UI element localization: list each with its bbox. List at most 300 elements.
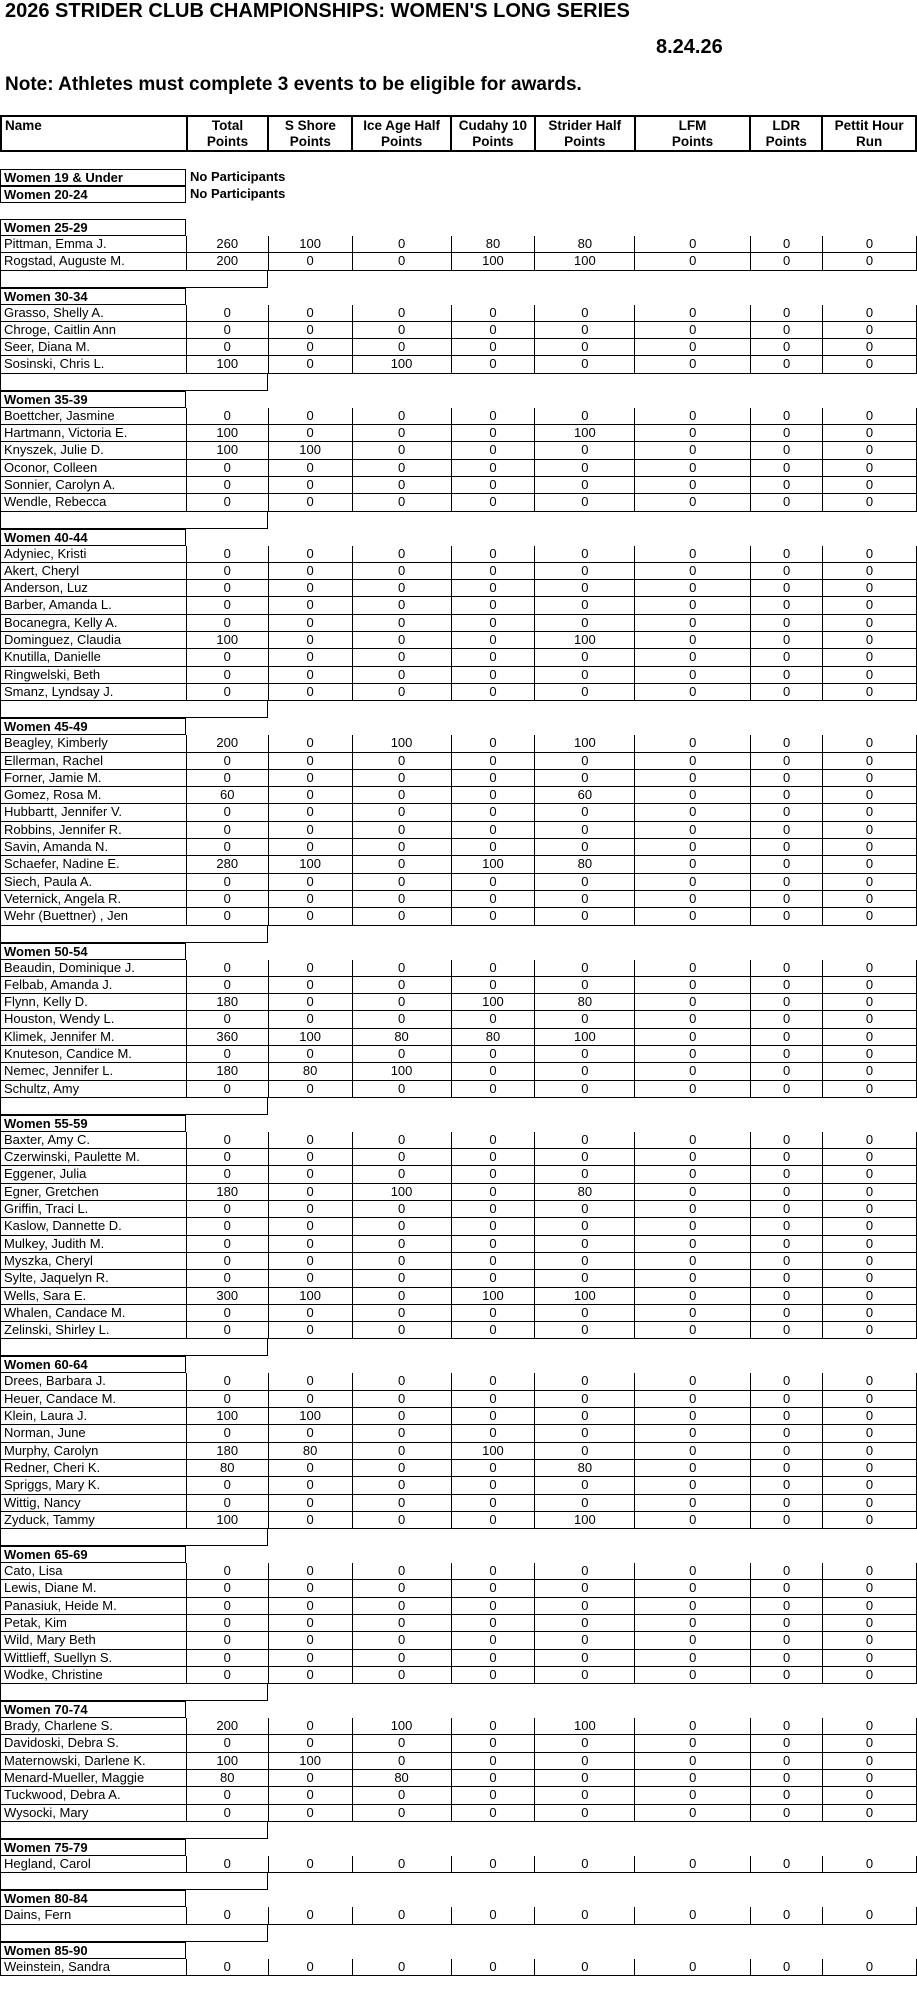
cell-s-shore-points: 0: [269, 1632, 353, 1648]
cell-strider-half-points: 0: [535, 1253, 635, 1269]
table-row: [0, 1373, 917, 1390]
cell-total-points: 0: [187, 1477, 269, 1493]
cell-cudahy-10-points: 100: [452, 994, 536, 1010]
cell-cudahy-10-points: 100: [452, 253, 536, 269]
cell-total-points: 0: [187, 1305, 269, 1321]
cell-ldr-points: 0: [751, 1373, 823, 1389]
cell-pettit-hour-run: 0: [823, 1907, 917, 1923]
column-header-sublabel: Points: [671, 134, 714, 149]
athlete-name: Akert, Cheryl: [1, 563, 187, 579]
cell-s-shore-points: 0: [269, 787, 353, 803]
table-row: [0, 1149, 917, 1166]
age-group-section: [0, 271, 917, 374]
cell-s-shore-points: 0: [269, 1718, 353, 1734]
age-group-section: [0, 1822, 917, 1873]
cell-s-shore-points: 0: [269, 649, 353, 665]
table-row: [0, 977, 917, 994]
age-group-header: Women 65-69: [0, 1546, 186, 1563]
cell-pettit-hour-run: 0: [823, 1132, 917, 1148]
cell-lfm-points: 0: [635, 1563, 751, 1579]
cell-ldr-points: 0: [751, 1735, 823, 1751]
cell-lfm-points: 0: [635, 1373, 751, 1389]
athlete-name: Zyduck, Tammy: [1, 1512, 187, 1528]
cell-total-points: 360: [187, 1029, 269, 1045]
cell-lfm-points: 0: [635, 1253, 751, 1269]
cell-cudahy-10-points: 0: [452, 632, 536, 648]
cell-cudahy-10-points: 0: [452, 1460, 536, 1476]
cell-lfm-points: 0: [635, 632, 751, 648]
cell-cudahy-10-points: 0: [452, 804, 536, 820]
cell-pettit-hour-run: 0: [823, 1149, 917, 1165]
cell-ldr-points: 0: [751, 856, 823, 872]
cell-ldr-points: 0: [751, 1718, 823, 1734]
cell-total-points: 80: [187, 1770, 269, 1786]
cell-lfm-points: 0: [635, 1598, 751, 1614]
cell-lfm-points: 0: [635, 1718, 751, 1734]
athlete-name: Robbins, Jennifer R.: [1, 822, 187, 838]
cell-ldr-points: 0: [751, 442, 823, 458]
cell-ldr-points: 0: [751, 322, 823, 338]
age-group-header: Women 70-74: [0, 1701, 186, 1718]
cell-ice-age-half-points: 0: [353, 322, 452, 338]
cell-pettit-hour-run: 0: [823, 977, 917, 993]
cell-strider-half-points: 0: [535, 1650, 635, 1666]
cell-ldr-points: 0: [751, 236, 823, 252]
cell-pettit-hour-run: 0: [823, 615, 917, 631]
cell-ice-age-half-points: 0: [353, 684, 452, 700]
cell-cudahy-10-points: 0: [452, 1667, 536, 1683]
cell-ldr-points: 0: [751, 339, 823, 355]
cell-lfm-points: 0: [635, 1408, 751, 1424]
cell-cudahy-10-points: 0: [452, 563, 536, 579]
cell-lfm-points: 0: [635, 580, 751, 596]
cell-cudahy-10-points: 0: [452, 1011, 536, 1027]
cell-ldr-points: 0: [751, 960, 823, 976]
cell-total-points: 200: [187, 735, 269, 751]
cell-cudahy-10-points: 0: [452, 1856, 536, 1872]
table-row: [0, 1477, 917, 1494]
cell-lfm-points: 0: [635, 649, 751, 665]
cell-ldr-points: 0: [751, 615, 823, 631]
cell-pettit-hour-run: 0: [823, 804, 917, 820]
cell-total-points: 0: [187, 770, 269, 786]
cell-cudahy-10-points: 0: [452, 1166, 536, 1182]
cell-pettit-hour-run: 0: [823, 1959, 917, 1975]
cell-s-shore-points: 0: [269, 1580, 353, 1596]
athlete-name: Ellerman, Rachel: [1, 753, 187, 769]
athlete-name: Sosinski, Chris L.: [1, 356, 187, 372]
cell-pettit-hour-run: 0: [823, 1391, 917, 1407]
cell-ice-age-half-points: 0: [353, 1735, 452, 1751]
cell-lfm-points: 0: [635, 1856, 751, 1872]
cell-ldr-points: 0: [751, 1477, 823, 1493]
table-row: [0, 1218, 917, 1235]
age-group-header: Women 25-29: [0, 219, 186, 236]
cell-lfm-points: 0: [635, 1236, 751, 1252]
cell-ldr-points: 0: [751, 1615, 823, 1631]
cell-lfm-points: 0: [635, 1787, 751, 1803]
column-header-label: LFM: [678, 118, 707, 133]
cell-ldr-points: 0: [751, 1495, 823, 1511]
column-header-sublabel: Points: [765, 134, 807, 149]
cell-ice-age-half-points: 0: [353, 1373, 452, 1389]
cell-total-points: 0: [187, 546, 269, 562]
athlete-name: Wells, Sara E.: [1, 1288, 187, 1304]
cell-ldr-points: 0: [751, 1270, 823, 1286]
cell-ice-age-half-points: 0: [353, 1907, 452, 1923]
cell-total-points: 0: [187, 1236, 269, 1252]
cell-s-shore-points: 0: [269, 891, 353, 907]
cell-cudahy-10-points: 0: [452, 1408, 536, 1424]
athlete-name: Oconor, Colleen: [1, 460, 187, 476]
table-row: [0, 1598, 917, 1615]
cell-cudahy-10-points: 0: [452, 1735, 536, 1751]
cell-cudahy-10-points: 0: [452, 1201, 536, 1217]
table-row: [0, 1856, 917, 1873]
cell-pettit-hour-run: 0: [823, 960, 917, 976]
cell-total-points: 0: [187, 1132, 269, 1148]
cell-cudahy-10-points: 0: [452, 891, 536, 907]
cell-total-points: 0: [187, 1787, 269, 1803]
athlete-name: Klein, Laura J.: [1, 1408, 187, 1424]
cell-total-points: 0: [187, 1201, 269, 1217]
cell-lfm-points: 0: [635, 994, 751, 1010]
table-row: [0, 408, 917, 425]
table-row: [0, 1735, 917, 1752]
age-group-section: [0, 1873, 917, 1924]
cell-cudahy-10-points: 0: [452, 839, 536, 855]
age-group-header: Women 30-34: [0, 288, 186, 305]
cell-ldr-points: 0: [751, 408, 823, 424]
cell-lfm-points: 0: [635, 1495, 751, 1511]
table-row: [0, 1632, 917, 1649]
cell-cudahy-10-points: 0: [452, 977, 536, 993]
cell-ldr-points: 0: [751, 891, 823, 907]
column-header-sublabel: Points: [206, 134, 249, 149]
table-row: [0, 356, 917, 373]
cell-lfm-points: 0: [635, 253, 751, 269]
cell-cudahy-10-points: 0: [452, 1959, 536, 1975]
athlete-name: Panasiuk, Heide M.: [1, 1598, 187, 1614]
table-row: [0, 960, 917, 977]
column-header-sublabel: Points: [380, 134, 423, 149]
cell-lfm-points: 0: [635, 477, 751, 493]
cell-ice-age-half-points: 0: [353, 1046, 452, 1062]
cell-ldr-points: 0: [751, 632, 823, 648]
cell-s-shore-points: 0: [269, 908, 353, 924]
cell-strider-half-points: 0: [535, 1408, 635, 1424]
cell-strider-half-points: 0: [535, 1149, 635, 1165]
cell-strider-half-points: 0: [535, 597, 635, 613]
cell-s-shore-points: 0: [269, 1270, 353, 1286]
cell-lfm-points: 0: [635, 1580, 751, 1596]
cell-total-points: 60: [187, 787, 269, 803]
cell-ldr-points: 0: [751, 1805, 823, 1821]
cell-total-points: 200: [187, 253, 269, 269]
cell-ice-age-half-points: 0: [353, 874, 452, 890]
cell-s-shore-points: 0: [269, 1149, 353, 1165]
cell-s-shore-points: 0: [269, 1495, 353, 1511]
athlete-name: Bocanegra, Kelly A.: [1, 615, 187, 631]
cell-s-shore-points: 0: [269, 1046, 353, 1062]
table-row: [0, 1770, 917, 1787]
cell-total-points: 0: [187, 615, 269, 631]
cell-ice-age-half-points: 0: [353, 632, 452, 648]
cell-lfm-points: 0: [635, 1166, 751, 1182]
cell-pettit-hour-run: 0: [823, 1425, 917, 1441]
age-group-section: [0, 926, 917, 1098]
cell-s-shore-points: 0: [269, 1184, 353, 1200]
cell-strider-half-points: 0: [535, 1218, 635, 1234]
cell-cudahy-10-points: 0: [452, 1373, 536, 1389]
cell-lfm-points: 0: [635, 667, 751, 683]
cell-pettit-hour-run: 0: [823, 1408, 917, 1424]
table-row: [0, 477, 917, 494]
cell-ldr-points: 0: [751, 494, 823, 510]
cell-total-points: 0: [187, 563, 269, 579]
cell-cudahy-10-points: 0: [452, 408, 536, 424]
athlete-name: Wittig, Nancy: [1, 1495, 187, 1511]
cell-strider-half-points: 100: [535, 425, 635, 441]
cell-ice-age-half-points: 80: [353, 1770, 452, 1786]
cell-lfm-points: 0: [635, 1477, 751, 1493]
cell-ldr-points: 0: [751, 356, 823, 372]
standings-body: [0, 169, 917, 1976]
cell-ice-age-half-points: 0: [353, 804, 452, 820]
table-row: [0, 1580, 917, 1597]
cell-total-points: 0: [187, 460, 269, 476]
cell-ice-age-half-points: 0: [353, 442, 452, 458]
cell-ldr-points: 0: [751, 735, 823, 751]
cell-cudahy-10-points: 0: [452, 494, 536, 510]
cell-total-points: 0: [187, 1650, 269, 1666]
group-separator: [0, 512, 268, 529]
table-row: [0, 1667, 917, 1684]
cell-ldr-points: 0: [751, 1063, 823, 1079]
cell-strider-half-points: 0: [535, 684, 635, 700]
cell-ice-age-half-points: 0: [353, 1408, 452, 1424]
column-header-sublabel: Points: [472, 134, 514, 149]
cell-ice-age-half-points: 0: [353, 563, 452, 579]
cell-strider-half-points: 80: [535, 856, 635, 872]
column-header-ice-age-half-points: [353, 117, 452, 150]
cell-ldr-points: 0: [751, 753, 823, 769]
cell-pettit-hour-run: 0: [823, 667, 917, 683]
cell-ldr-points: 0: [751, 1288, 823, 1304]
cell-ldr-points: 0: [751, 1236, 823, 1252]
cell-cudahy-10-points: 0: [452, 1907, 536, 1923]
cell-cudahy-10-points: 0: [452, 1718, 536, 1734]
table-row: [0, 822, 917, 839]
group-separator: [0, 271, 268, 288]
cell-pettit-hour-run: 0: [823, 1667, 917, 1683]
cell-total-points: 280: [187, 856, 269, 872]
cell-cudahy-10-points: 0: [452, 1512, 536, 1528]
athlete-name: Spriggs, Mary K.: [1, 1477, 187, 1493]
cell-lfm-points: 0: [635, 1011, 751, 1027]
age-group-section: [0, 219, 917, 271]
cell-cudahy-10-points: 0: [452, 787, 536, 803]
cell-pettit-hour-run: 0: [823, 1512, 917, 1528]
cell-lfm-points: 0: [635, 460, 751, 476]
cell-ldr-points: 0: [751, 1632, 823, 1648]
cell-lfm-points: 0: [635, 1632, 751, 1648]
cell-lfm-points: 0: [635, 1322, 751, 1338]
cell-total-points: 0: [187, 1667, 269, 1683]
table-row: [0, 580, 917, 597]
table-row: [0, 494, 917, 511]
cell-strider-half-points: 0: [535, 1201, 635, 1217]
cell-strider-half-points: 0: [535, 1753, 635, 1769]
cell-cudahy-10-points: 0: [452, 908, 536, 924]
cell-pettit-hour-run: 0: [823, 787, 917, 803]
cell-strider-half-points: 0: [535, 1907, 635, 1923]
cell-ldr-points: 0: [751, 839, 823, 855]
cell-cudahy-10-points: 0: [452, 822, 536, 838]
cell-ice-age-half-points: 0: [353, 615, 452, 631]
table-row: [0, 994, 917, 1011]
table-row: [0, 1805, 917, 1822]
cell-cudahy-10-points: 100: [452, 856, 536, 872]
cell-pettit-hour-run: 0: [823, 1063, 917, 1079]
table-row: [0, 236, 917, 253]
cell-cudahy-10-points: 0: [452, 1753, 536, 1769]
table-row: [0, 1029, 917, 1046]
athlete-name: Baxter, Amy C.: [1, 1132, 187, 1148]
cell-lfm-points: 0: [635, 1391, 751, 1407]
column-header-label: Strider Half: [548, 118, 622, 133]
cell-lfm-points: 0: [635, 856, 751, 872]
athlete-name: Knutilla, Danielle: [1, 649, 187, 665]
athlete-name: Tuckwood, Debra A.: [1, 1787, 187, 1803]
cell-total-points: 0: [187, 1373, 269, 1389]
cell-s-shore-points: 0: [269, 408, 353, 424]
cell-lfm-points: 0: [635, 1046, 751, 1062]
cell-ice-age-half-points: 0: [353, 597, 452, 613]
no-participants-text: No Participants: [190, 186, 286, 201]
cell-pettit-hour-run: 0: [823, 1011, 917, 1027]
cell-strider-half-points: 0: [535, 1770, 635, 1786]
athlete-name: Beaudin, Dominique J.: [1, 960, 187, 976]
cell-cudahy-10-points: 0: [452, 1805, 536, 1821]
cell-cudahy-10-points: 0: [452, 1063, 536, 1079]
column-header-sublabel: Run: [855, 134, 883, 149]
cell-strider-half-points: 0: [535, 1132, 635, 1148]
athlete-name: Rogstad, Auguste M.: [1, 253, 187, 269]
cell-lfm-points: 0: [635, 960, 751, 976]
cell-s-shore-points: 0: [269, 632, 353, 648]
cell-total-points: 0: [187, 960, 269, 976]
cell-total-points: 0: [187, 477, 269, 493]
cell-ldr-points: 0: [751, 1132, 823, 1148]
cell-total-points: 0: [187, 874, 269, 890]
cell-pettit-hour-run: 0: [823, 408, 917, 424]
table-row: [0, 425, 917, 442]
cell-ice-age-half-points: 0: [353, 753, 452, 769]
athlete-name: Felbab, Amanda J.: [1, 977, 187, 993]
cell-total-points: 0: [187, 753, 269, 769]
athlete-name: Pittman, Emma J.: [1, 236, 187, 252]
cell-ice-age-half-points: 100: [353, 1718, 452, 1734]
cell-s-shore-points: 0: [269, 753, 353, 769]
cell-pettit-hour-run: 0: [823, 1805, 917, 1821]
cell-ldr-points: 0: [751, 1391, 823, 1407]
cell-strider-half-points: 0: [535, 1322, 635, 1338]
cell-s-shore-points: 0: [269, 1373, 353, 1389]
cell-strider-half-points: 0: [535, 1495, 635, 1511]
cell-lfm-points: 0: [635, 563, 751, 579]
cell-total-points: 0: [187, 322, 269, 338]
cell-strider-half-points: 100: [535, 253, 635, 269]
column-header-label: Total: [211, 118, 244, 133]
cell-total-points: 100: [187, 1408, 269, 1424]
cell-cudahy-10-points: 0: [452, 684, 536, 700]
cell-cudahy-10-points: 0: [452, 1322, 536, 1338]
cell-ldr-points: 0: [751, 425, 823, 441]
cell-cudahy-10-points: 0: [452, 1580, 536, 1596]
cell-s-shore-points: 0: [269, 994, 353, 1010]
cell-pettit-hour-run: 0: [823, 684, 917, 700]
table-row: [0, 874, 917, 891]
cell-cudahy-10-points: 0: [452, 477, 536, 493]
column-header-s-shore-points: [269, 117, 353, 150]
cell-ice-age-half-points: 0: [353, 425, 452, 441]
athlete-name: Smanz, Lyndsay J.: [1, 684, 187, 700]
cell-strider-half-points: 0: [535, 546, 635, 562]
cell-pettit-hour-run: 0: [823, 1580, 917, 1596]
cell-ldr-points: 0: [751, 1322, 823, 1338]
cell-strider-half-points: 0: [535, 408, 635, 424]
cell-strider-half-points: 0: [535, 1598, 635, 1614]
cell-ice-age-half-points: 0: [353, 408, 452, 424]
cell-pettit-hour-run: 0: [823, 994, 917, 1010]
cell-s-shore-points: 0: [269, 1477, 353, 1493]
group-separator: [0, 1339, 268, 1356]
cell-s-shore-points: 0: [269, 494, 353, 510]
cell-s-shore-points: 0: [269, 563, 353, 579]
table-row: [0, 735, 917, 752]
cell-s-shore-points: 0: [269, 356, 353, 372]
cell-strider-half-points: 0: [535, 1236, 635, 1252]
cell-pettit-hour-run: 0: [823, 339, 917, 355]
cell-strider-half-points: 100: [535, 735, 635, 751]
athlete-name: Barber, Amanda L.: [1, 597, 187, 613]
cell-lfm-points: 0: [635, 322, 751, 338]
cell-cudahy-10-points: 0: [452, 1253, 536, 1269]
athlete-name: Wysocki, Mary: [1, 1805, 187, 1821]
cell-lfm-points: 0: [635, 891, 751, 907]
cell-cudahy-10-points: 0: [452, 753, 536, 769]
cell-strider-half-points: 80: [535, 1460, 635, 1476]
cell-strider-half-points: 0: [535, 1270, 635, 1286]
cell-pettit-hour-run: 0: [823, 1253, 917, 1269]
cell-ldr-points: 0: [751, 1580, 823, 1596]
athlete-name: Menard-Mueller, Maggie: [1, 1770, 187, 1786]
athlete-name: Myszka, Cheryl: [1, 1253, 187, 1269]
athlete-name: Wendle, Rebecca: [1, 494, 187, 510]
age-group-header: Women 45-49: [0, 718, 186, 735]
cell-ice-age-half-points: 100: [353, 735, 452, 751]
athlete-name: Boettcher, Jasmine: [1, 408, 187, 424]
table-row: [0, 1512, 917, 1529]
cell-cudahy-10-points: 0: [452, 960, 536, 976]
cell-total-points: 0: [187, 667, 269, 683]
cell-pettit-hour-run: 0: [823, 563, 917, 579]
cell-strider-half-points: 0: [535, 891, 635, 907]
cell-ice-age-half-points: 0: [353, 1667, 452, 1683]
cell-pettit-hour-run: 0: [823, 1495, 917, 1511]
table-row: [0, 305, 917, 322]
